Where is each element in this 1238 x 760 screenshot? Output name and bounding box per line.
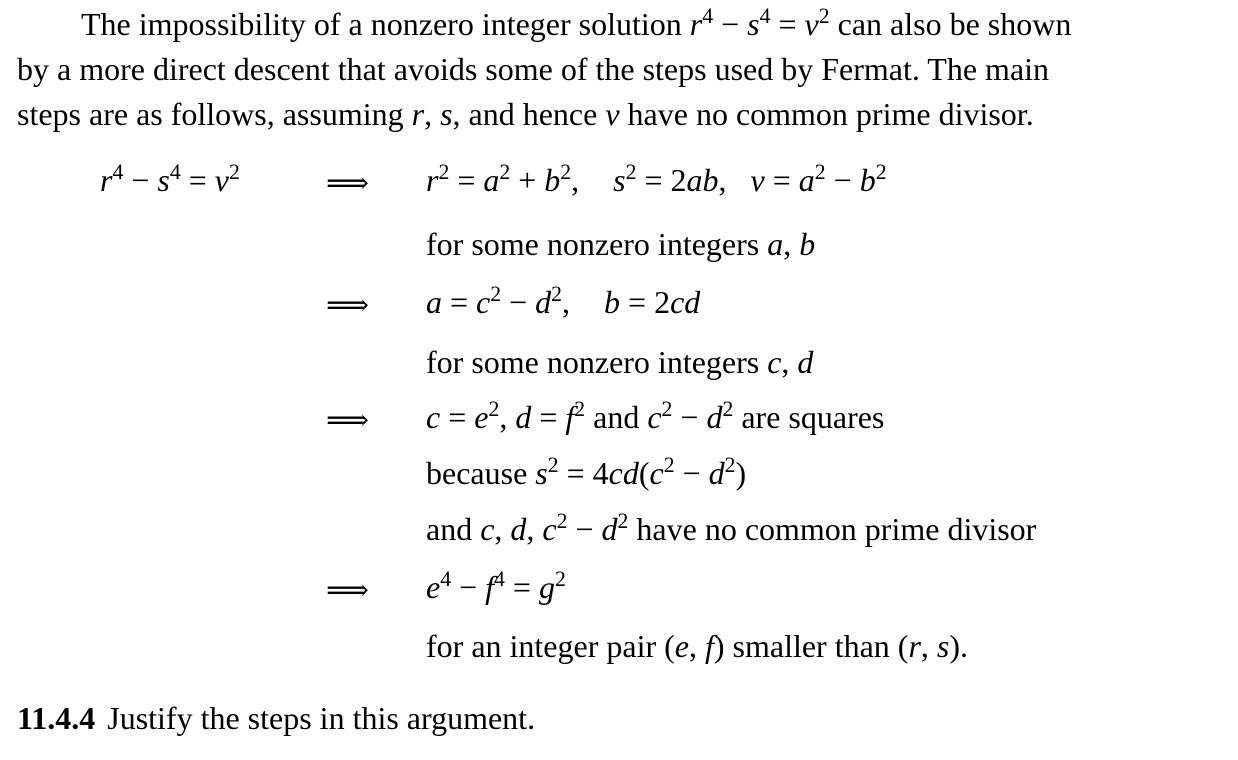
intro-line-3: steps are as follows, assuming r, s, and hence v have no common prime divisor.	[17, 96, 1034, 132]
exercise-number: 11.4.4	[17, 700, 96, 736]
implies-arrow-3: ⟹	[326, 404, 370, 437]
exercise-text: Justify the steps in this argument.	[107, 700, 536, 736]
implies-arrow-2: ⟹	[326, 289, 370, 322]
intro-line-1: The impossibility of a nonzero integer solution $r^4 - s^4 = v^2$ can also be shown	[81, 4, 1072, 42]
step2-equations: $a = c^2 - d^2$, b = 2cd	[426, 282, 701, 320]
step3-and: and c, d, $c^2 - d^2$ have no common prime divisor	[426, 509, 1037, 547]
derivation-lhs-equation: $r^4 - s^4 = v^2$	[100, 160, 240, 198]
step1-equations: $r^2 = a^2 + b^2$, $s^2 = 2ab$, $v = a^2 - b^2$	[426, 160, 887, 198]
intro-line-2: by a more direct descent that avoids some of the steps used by Fermat. The main	[17, 51, 1050, 87]
exercise-11-4-4	[17, 700, 535, 737]
implies-arrow-4: ⟹	[326, 574, 370, 607]
step2-note: for some nonzero integers c, d	[426, 344, 814, 380]
step4-note: for an integer pair (e, f) smaller than (r, s).	[426, 628, 969, 664]
step4-equation: $e^4 - f^4 = g^2$	[426, 567, 566, 605]
step3-statement: $c = e^2$, $d = f^2$ and $c^2 - d^2$ are squares	[426, 397, 885, 435]
step3-because: because $s^2 = 4cd(c^2 - d^2)$	[426, 453, 747, 491]
implies-arrow-1: ⟹	[326, 167, 370, 200]
step1-note: for some nonzero integers a, b	[426, 226, 816, 262]
